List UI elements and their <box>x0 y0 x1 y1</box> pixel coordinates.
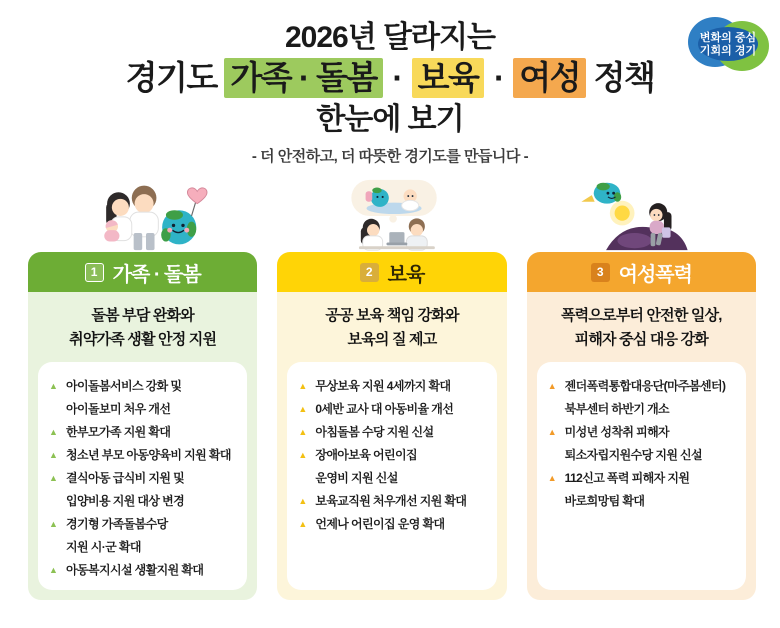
title-suffix: 정책 <box>593 59 655 97</box>
policy-item-text: 결식아동 급식비 지원 및 입양비용 지원 대상 변경 <box>66 471 185 508</box>
card2-item-list <box>296 375 489 536</box>
card3-illustration <box>527 178 756 252</box>
triangle-bullet-icon: ▲ <box>298 519 308 529</box>
card3-header <box>527 252 756 292</box>
mascot-lighting-path-illustration-icon <box>570 178 712 252</box>
card2-subtitle-line1: 공공 보육 책임 강화와 <box>325 307 459 324</box>
triangle-bullet-icon: ▲ <box>49 381 58 391</box>
triangle-bullet-icon: ▲ <box>49 519 58 529</box>
gyeonggi-logo-icon <box>682 12 774 76</box>
policy-item <box>47 375 240 421</box>
triangle-bullet-icon: ▲ <box>298 381 308 391</box>
policy-item <box>296 490 489 513</box>
policy-item-text: 미성년 성착취 피해자 퇴소자립지원수당 지원 신설 <box>564 425 703 462</box>
policy-item <box>47 559 240 582</box>
policy-item-text: 무상보육 지원 4세까지 확대 <box>315 379 451 393</box>
card-family-care <box>28 178 257 600</box>
policy-item-text: 아이돌봄서비스 강화 및 아이돌보미 처우 개선 <box>66 379 182 416</box>
card2-number-badge: 2 <box>360 263 379 282</box>
policy-item-text: 아침돌봄 수당 지원 신설 <box>315 425 434 439</box>
card-childcare <box>277 178 506 600</box>
card3-subtitle-line1: 폭력으로부터 안전한 일상, <box>560 307 722 324</box>
card3-body <box>527 292 756 600</box>
triangle-bullet-icon: ▲ <box>49 473 58 483</box>
triangle-bullet-icon: ▲ <box>298 404 308 414</box>
family-with-mascot-illustration-icon <box>72 178 214 252</box>
headline-block <box>0 0 780 165</box>
card1-subtitle-line1: 돌봄 부담 완화와 <box>91 307 194 324</box>
policy-item <box>296 513 489 536</box>
policy-item <box>47 513 240 559</box>
triangle-bullet-icon: ▲ <box>298 427 308 437</box>
title-separator: · <box>392 59 402 97</box>
triangle-bullet-icon: ▲ <box>547 473 557 483</box>
policy-item-text: 젠더폭력통합대응단(마주봄센터) 북부센터 하반기 개소 <box>564 379 726 416</box>
policy-item-text: 보육교직원 처우개선 지원 확대 <box>315 494 467 508</box>
card1-subtitle-line2: 취약가족 생활 안정 지원 <box>69 331 217 348</box>
card2-header <box>277 252 506 292</box>
title-separator: · <box>494 59 504 97</box>
policy-item <box>47 467 240 513</box>
policy-item-text: 경기형 가족돌봄수당 지원 시·군 확대 <box>66 517 168 554</box>
policy-item <box>47 444 240 467</box>
triangle-bullet-icon: ▲ <box>298 450 308 460</box>
policy-item <box>546 467 739 513</box>
policy-item <box>296 444 489 490</box>
childcare-workers-illustration-icon <box>321 178 463 252</box>
highlight-women: 여성 <box>513 58 586 98</box>
policy-item-text: 112신고 폭력 피해자 지원 바로희망팀 확대 <box>564 471 690 508</box>
title-line3: 한눈에 보기 <box>316 103 464 137</box>
title-prefix: 경기도 <box>125 59 217 97</box>
card3-title: 여성폭력 <box>618 263 692 286</box>
policy-item <box>546 421 739 467</box>
triangle-bullet-icon: ▲ <box>298 496 308 506</box>
gyeonggi-logo <box>682 12 774 76</box>
title-line1: 2026년 달라지는 <box>285 21 495 54</box>
highlight-family-care: 가족 · 돌봄 <box>224 58 382 98</box>
policy-item <box>296 421 489 444</box>
card1-header <box>28 252 257 292</box>
card3-panel <box>537 362 746 590</box>
card1-subtitle <box>38 304 247 352</box>
card3-subtitle <box>537 304 746 352</box>
policy-item-text: 장애아보육 어린이집 운영비 지원 신설 <box>315 448 417 485</box>
policy-item-text: 한부모가족 지원 확대 <box>66 425 171 439</box>
highlight-childcare: 보육 <box>412 58 485 98</box>
card2-panel <box>287 362 496 590</box>
policy-item-text: 청소년 부모 아동양육비 지원 확대 <box>66 448 231 462</box>
card1-number-badge: 1 <box>85 263 104 282</box>
policy-item-text: 0세반 교사 대 아동비율 개선 <box>315 402 454 416</box>
policy-item-text: 아동복지시설 생활지원 확대 <box>66 563 204 577</box>
policy-item <box>296 398 489 421</box>
card2-body <box>277 292 506 600</box>
policy-item <box>546 375 739 421</box>
card1-illustration <box>28 178 257 252</box>
card3-item-list <box>546 375 739 513</box>
card1-panel <box>38 362 247 590</box>
policy-item <box>47 421 240 444</box>
triangle-bullet-icon: ▲ <box>547 381 557 391</box>
tagline: - 더 안전하고, 더 따뜻한 경기도를 만듭니다 - <box>251 147 529 165</box>
triangle-bullet-icon: ▲ <box>49 565 58 575</box>
card2-title: 보육 <box>387 263 425 286</box>
logo-text-line2: 기회의 경기 <box>699 45 757 57</box>
triangle-bullet-icon: ▲ <box>49 427 58 437</box>
card2-illustration <box>277 178 506 252</box>
card-women-violence <box>527 178 756 600</box>
policy-item-text: 언제나 어린이집 운영 확대 <box>315 517 445 531</box>
triangle-bullet-icon: ▲ <box>49 450 58 460</box>
card3-number-badge: 3 <box>591 263 610 282</box>
card2-subtitle <box>287 304 496 352</box>
card3-subtitle-line2: 피해자 중심 대응 강화 <box>574 331 708 348</box>
card1-body <box>28 292 257 600</box>
logo-text-line1: 변화의 중심 <box>699 32 757 44</box>
card1-item-list <box>47 375 240 582</box>
card2-subtitle-line2: 보육의 질 제고 <box>347 331 437 348</box>
title-line2 <box>0 59 780 98</box>
card1-title: 가족 · 돌봄 <box>112 263 201 286</box>
policy-cards <box>28 178 756 600</box>
triangle-bullet-icon: ▲ <box>547 427 557 437</box>
policy-item <box>296 375 489 398</box>
